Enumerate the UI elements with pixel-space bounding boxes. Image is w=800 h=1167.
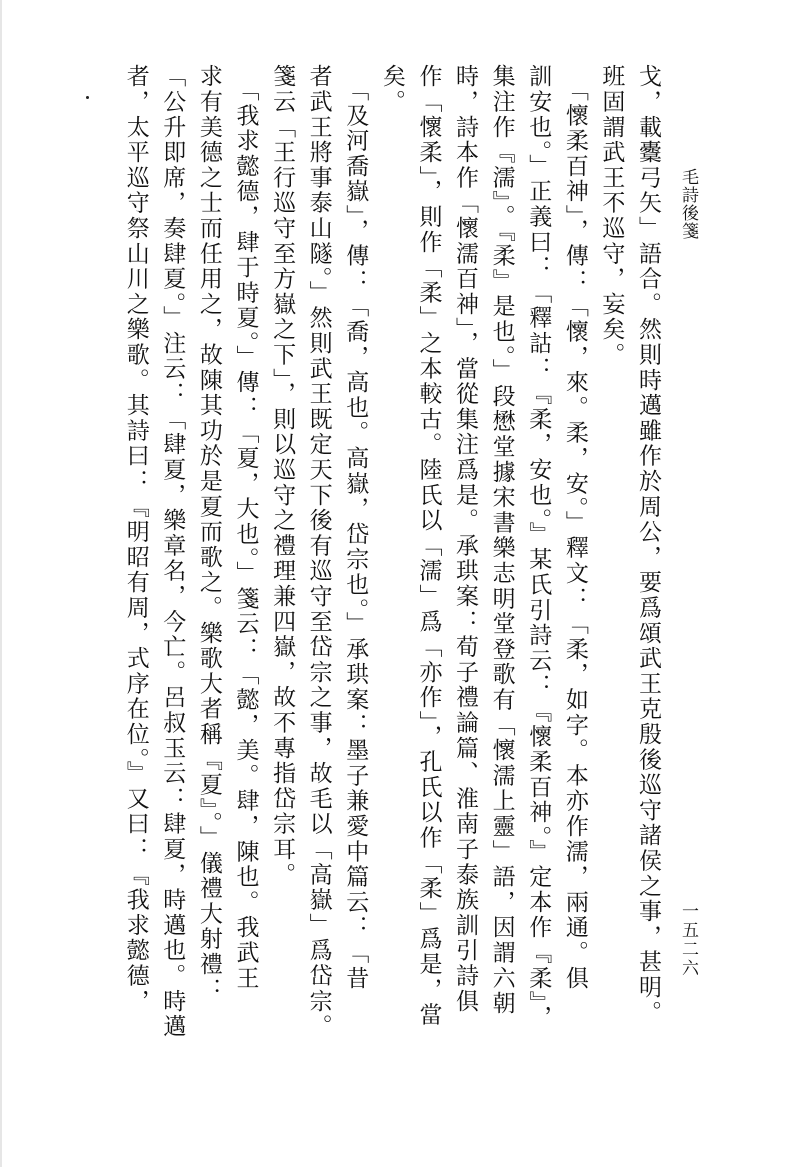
text-column: 「及河喬嶽」，傳：「喬，高也。高嶽，岱宗也。」承珙案：墨子兼愛中篇云：「昔 — [342, 64, 369, 991]
text-column: 「懷柔百神」，傳：「懷，來。柔，安。」釋文：「柔，如字。本亦作濡，兩通。俱 — [561, 64, 588, 991]
running-title: 毛詩後箋 — [678, 168, 698, 240]
text-column: 戈，載櫜弓矢」語合。然則時邁雖作於周公，要爲頌武王克殷後巡守諸侯之事，甚明。 — [635, 64, 661, 1026]
main-text — [86, 64, 666, 1094]
text-column: 作「懷柔」，則作「柔」之本較古。陸氏以「濡」爲「亦作」，孔氏以作「柔」爲是，當 — [415, 64, 442, 1028]
text-column: 訓安也。」正義曰：「釋詁：『柔，安也。』某氏引詩云：『懷柔百神。』定本作『柔』， — [525, 64, 552, 1030]
page-number: 一五二六 — [678, 902, 698, 978]
text-column: 者，太平巡守祭山川之樂歌。其詩曰：『明昭有周，式序在位。』又曰：『我求懿德， — [122, 64, 149, 1014]
text-column: 求有美德之士而任用之，故陳其功於是夏而歌之。樂歌大者稱『夏』。」儀禮大射禮： — [195, 64, 222, 1003]
text-column: 班固謂武王不巡守，妄矣。 — [598, 64, 625, 368]
page-edge-line — [0, 0, 2, 1167]
text-column: 「公升即席，奏肆夏。」注云：「肆夏，樂章名，今亡。呂叔玉云：肆夏，時邁也。時邁 — [159, 64, 186, 1040]
text-column: 矣。 — [378, 64, 405, 115]
text-column: 者武王將事泰山隧。」然則武王既定天下後有巡守至岱宗之事，故毛以「高嶽」爲岱宗。 — [305, 64, 332, 1040]
text-column: 箋云「王行巡守至方嶽之下」，則以巡守之禮理兼四嶽，故不專指岱宗耳。 — [269, 64, 296, 888]
text-column: 時，詩本作「懷濡百神」，當從集注爲是。承珙案：荀子禮論篇、淮南子泰族訓引詩俱 — [452, 64, 479, 1014]
text-column: 「我求懿德，肆于時夏。」傳：「夏，大也。」箋云：「懿，美。肆，陳也。我武王 — [232, 64, 259, 991]
text-column: 集注作『濡』。『柔』是也。」段懋堂據宋書樂志明堂登歌有「懷濡上靈」語，因謂六朝 — [488, 64, 515, 1017]
